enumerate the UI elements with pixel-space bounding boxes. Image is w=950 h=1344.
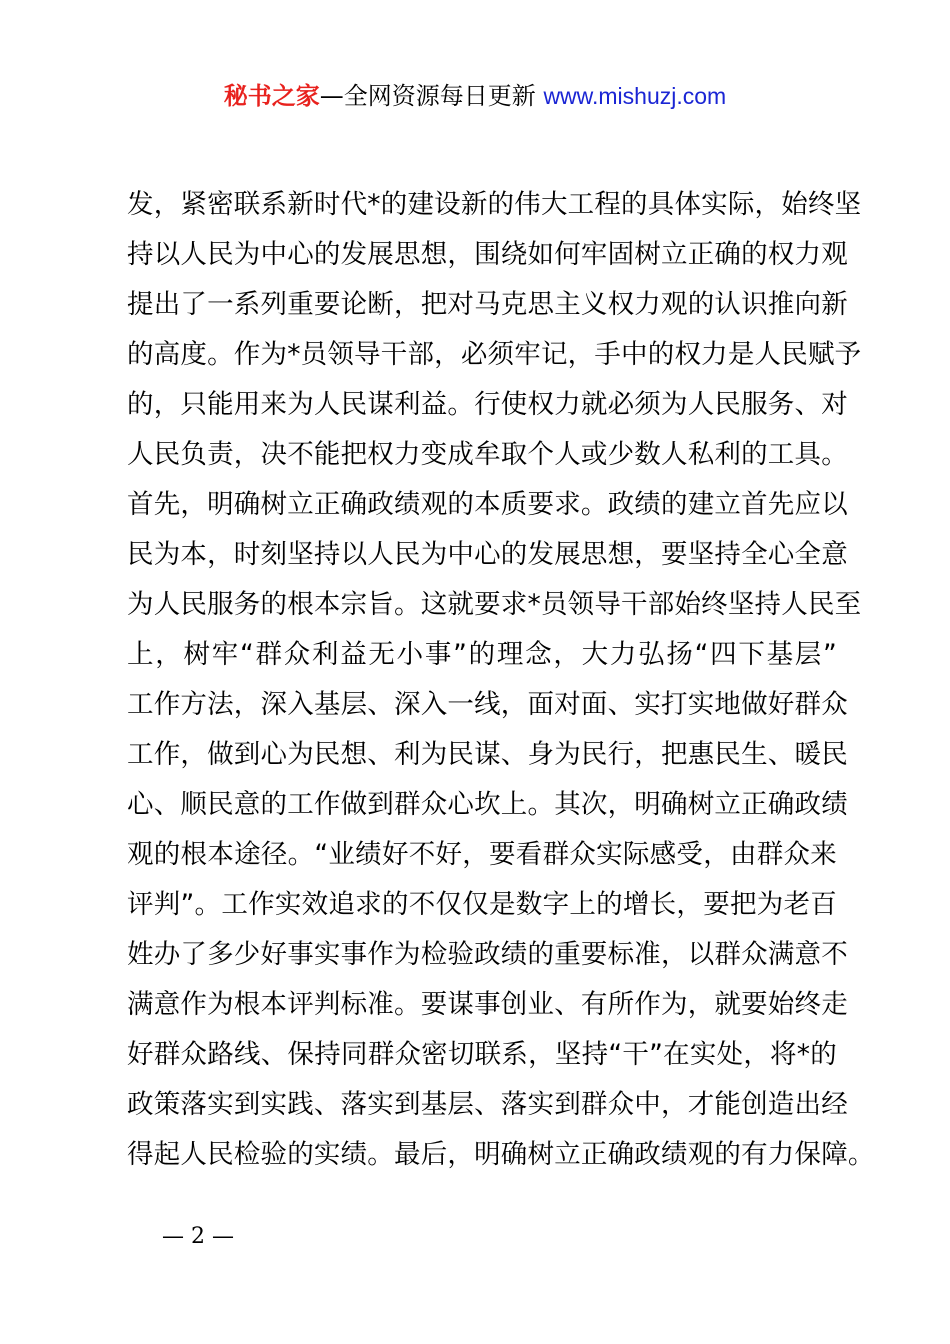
text-line: 持以人民为中心的发展思想，围绕如何牢固树立正确的权力观 bbox=[127, 239, 848, 270]
text-line: 工作，做到心为民想、利为民谋、身为民行，把惠民生、暖民 bbox=[127, 739, 848, 770]
text-line: 民为本，时刻坚持以人民为中心的发展思想，要坚持全心全意 bbox=[127, 539, 848, 570]
text-line: 政策落实到实践、落实到基层、落实到群众中，才能创造出经 bbox=[127, 1089, 848, 1120]
text-line: 工作方法，深入基层、深入一线，面对面、实打实地做好群众 bbox=[127, 689, 848, 720]
text-line: 好群众路线、保持同群众密切联系，坚持“干”在实处，将*的 bbox=[127, 1039, 837, 1070]
site-url-link[interactable]: www.mishuzj.com bbox=[543, 83, 727, 109]
text-line: 心、顺民意的工作做到群众心坎上。其次，明确树立正确政绩 bbox=[127, 789, 848, 820]
text-line: 为人民服务的根本宗旨。这就要求*员领导干部始终坚持人民至 bbox=[127, 589, 862, 620]
page-number: — 2 — bbox=[162, 1224, 234, 1249]
text-line: 姓办了多少好事实事作为检验政绩的重要标准，以群众满意不 bbox=[127, 939, 848, 970]
site-slogan: —全网资源每日更新 bbox=[319, 82, 544, 110]
document-body bbox=[127, 180, 875, 1180]
text-line: 的高度。作为*员领导干部，必须牢记，手中的权力是人民赋予 bbox=[127, 339, 862, 370]
text-line: 人民负责，决不能把权力变成牟取个人或少数人私利的工具。 bbox=[127, 439, 848, 470]
site-header bbox=[0, 80, 950, 112]
text-line: 发，紧密联系新时代*的建设新的伟大工程的具体实际，始终坚 bbox=[127, 189, 862, 220]
text-line: 得起人民检验的实绩。最后，明确树立正确政绩观的有力保障。 bbox=[127, 1139, 875, 1170]
text-line: 满意作为根本评判标准。要谋事创业、有所作为，就要始终走 bbox=[127, 989, 848, 1020]
text-line: 观的根本途径。“业绩好不好，要看群众实际感受，由群众来 bbox=[127, 839, 837, 870]
text-line: 提出了一系列重要论断，把对马克思主义权力观的认识推向新 bbox=[127, 289, 848, 320]
text-line: 上，树牢“群众利益无小事”的理念，大力弘扬“四下基层” bbox=[127, 639, 837, 670]
brand-name: 秘书之家 bbox=[223, 82, 320, 110]
text-line: 首先，明确树立正确政绩观的本质要求。政绩的建立首先应以 bbox=[127, 489, 848, 520]
text-line: 评判”。工作实效追求的不仅仅是数字上的增长，要把为老百 bbox=[127, 889, 837, 920]
text-line: 的，只能用来为人民谋利益。行使权力就必须为人民服务、对 bbox=[127, 389, 848, 420]
